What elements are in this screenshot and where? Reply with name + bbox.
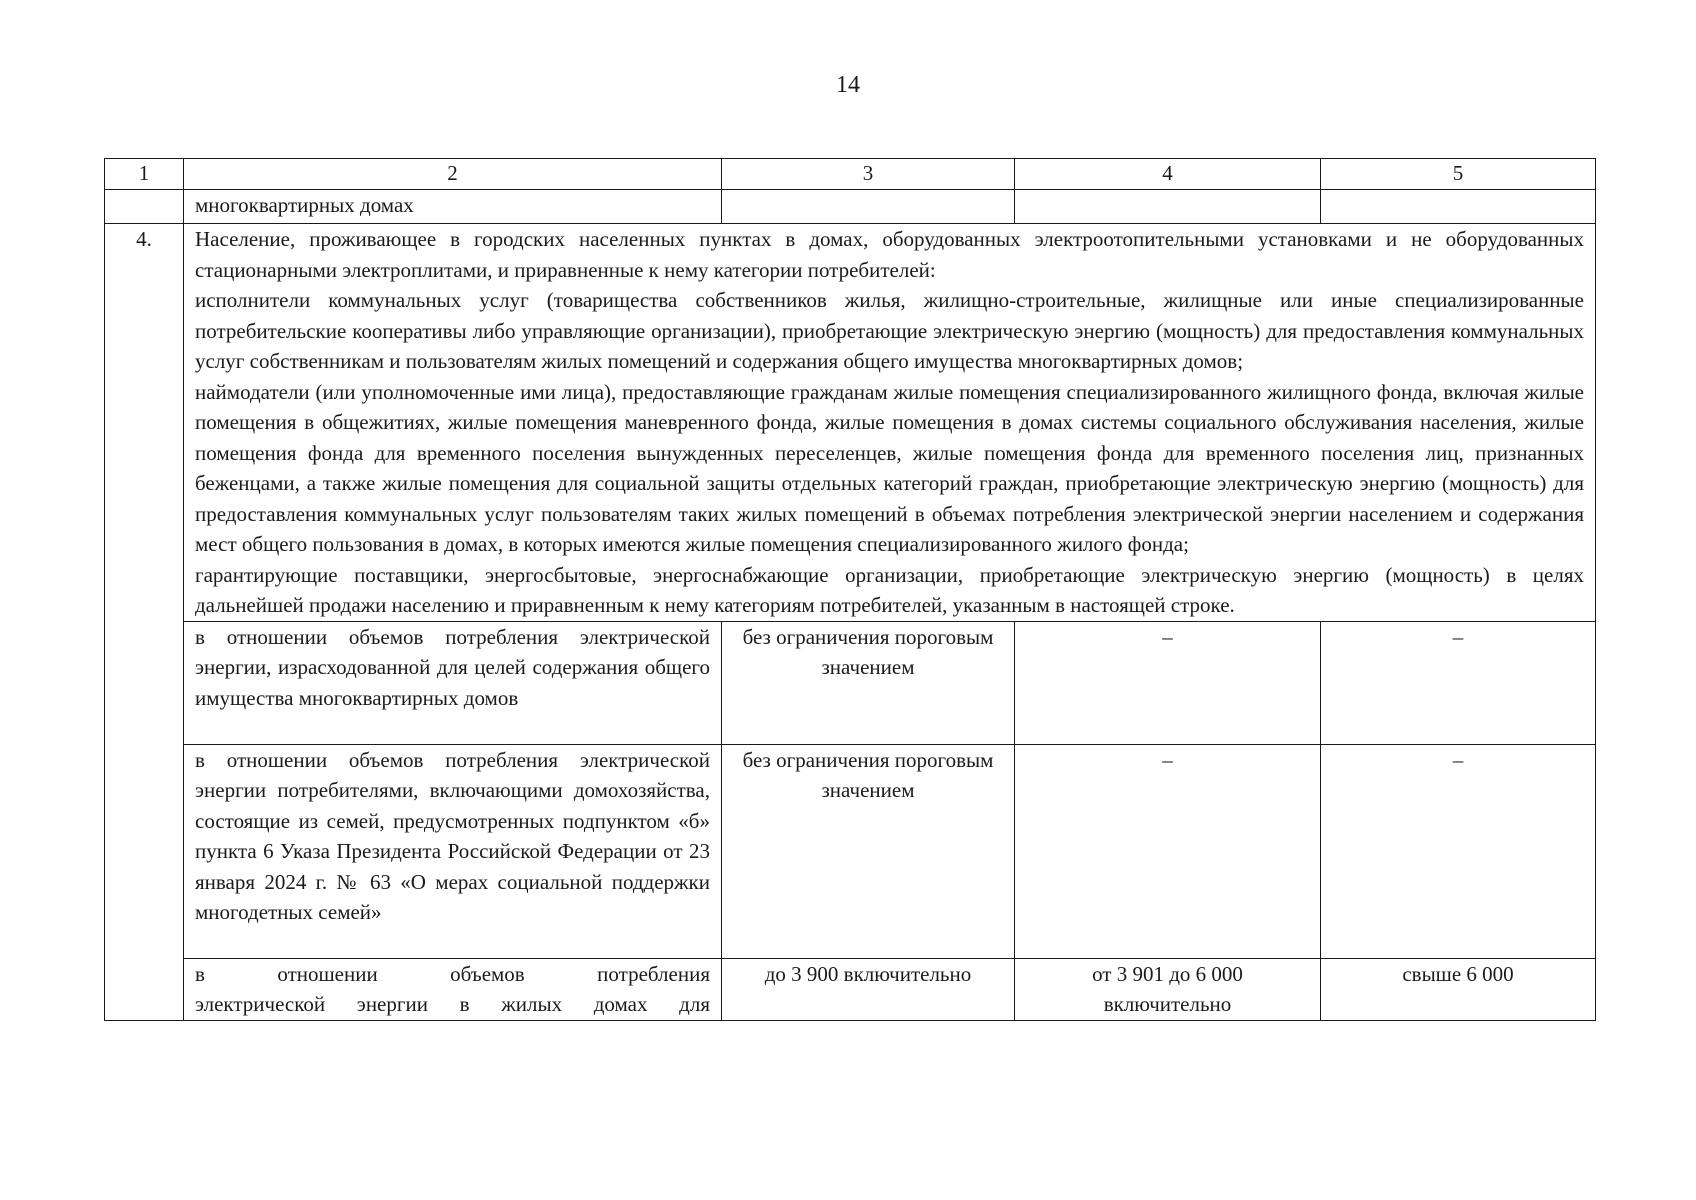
row-4-description [184, 224, 1596, 622]
subrow-description-line: в отношении объемов потребления [195, 961, 710, 986]
threshold-cell: без ограничения пороговым значением [722, 744, 1015, 958]
row-4-paragraph-2: исполнители коммунальных услуг (товарищества собственников жилья, жилищно-строительные, жилищные или иные специализированные потребительские кооперативы либо управляющие организации), приобретающие электрическую энергию (мощность) для предоставления коммунальных услуг собственникам и пользователям жилых помещений и содержания общего имущества многоквартирных домов; [195, 288, 1584, 373]
threshold-cell: – [1015, 621, 1321, 744]
empty-cell [1321, 190, 1596, 224]
tariff-table [104, 158, 1596, 1021]
page-number: 14 [836, 72, 860, 98]
table-row [105, 224, 1596, 622]
continuation-text: многоквартирных домах [184, 190, 722, 224]
column-header-2: 2 [184, 159, 722, 190]
threshold-cell: от 3 901 до 6 000 включительно [1015, 958, 1321, 1020]
table-row [105, 190, 1596, 224]
threshold-cell: без ограничения пороговым значением [722, 621, 1015, 744]
empty-cell [722, 190, 1015, 224]
threshold-cell: – [1015, 744, 1321, 958]
subrow-description [184, 958, 722, 1020]
empty-cell [1015, 190, 1321, 224]
table-row [105, 744, 1596, 958]
column-header-5: 5 [1321, 159, 1596, 190]
row-number-cell [105, 190, 184, 224]
column-header-1: 1 [105, 159, 184, 190]
subrow-description: в отношении объемов потребления электрической энергии, израсходованной для целей содержания общего имущества многоквартирных домов [184, 621, 722, 744]
subrow-description: в отношении объемов потребления электрической энергии потребителями, включающими домохозяйства, состоящие из семей, предусмотренных подпунктом «б» пункта 6 Указа Президента Российской Федерации от 23 января 2024 г. № 63 «О мерах социальной поддержки многодетных семей» [184, 744, 722, 958]
threshold-cell: свыше 6 000 [1321, 958, 1596, 1020]
column-header-4: 4 [1015, 159, 1321, 190]
row-4-paragraph-3: наймодатели (или уполномоченные ими лица), предоставляющие гражданам жилые помещения специализированного жилищного фонда, включая жилые помещения в общежитиях, жилые помещения маневренного фонда, жилые помещения в домах системы социального обслуживания населения, жилые помещения фонда для временного поселения вынужденных переселенцев, жилые помещения фонда для временного поселения лиц, признанных беженцами, а также жилые помещения для социальной защиты отдельных категорий граждан, приобретающие электрическую энергию (мощность) для предоставления коммунальных услуг пользователям таких жилых помещений в объемах потребления электрической энергии населением и содержания мест общего пользования в домах, в которых имеются жилые помещения специализированного жилого фонда; [195, 379, 1584, 556]
threshold-cell: – [1321, 621, 1596, 744]
threshold-cell: – [1321, 744, 1596, 958]
subrow-description-line: электрической энергии в жилых домах для [195, 992, 710, 1016]
row-4-paragraph-1: Население, проживающее в городских населенных пунктах в домах, оборудованных электроотопительными установками и не оборудованных стационарными электроплитами, и приравненные к нему категории потребителей: [195, 227, 1584, 282]
table-row [105, 958, 1596, 1020]
table-row [105, 621, 1596, 744]
threshold-cell: до 3 900 включительно [722, 958, 1015, 1020]
column-header-3: 3 [722, 159, 1015, 190]
table-header-row [105, 159, 1596, 190]
row-number-cell: 4. [105, 224, 184, 1021]
row-4-paragraph-4: гарантирующие поставщики, энергосбытовые, энергоснабжающие организации, приобретающие электрическую энергию (мощность) в целях дальнейшей продажи населению и приравненным к нему категориям потребителей, указанным в настоящей строке. [195, 562, 1584, 617]
